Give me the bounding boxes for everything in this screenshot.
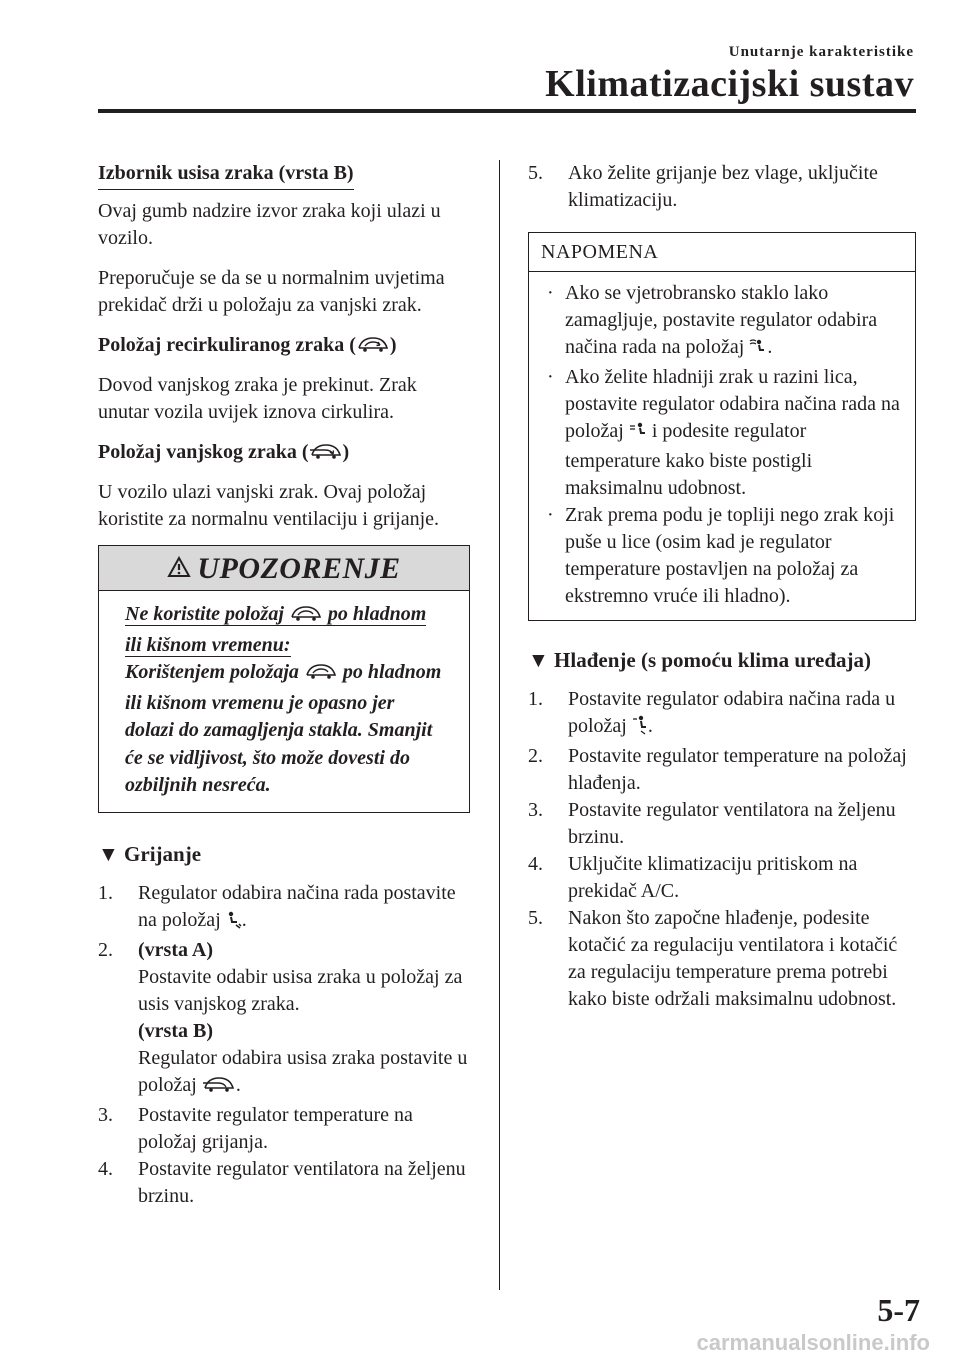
warning-box bbox=[98, 545, 470, 813]
heating-steps-continued bbox=[528, 160, 916, 214]
bilevel-vent-icon bbox=[632, 715, 648, 743]
watermark: carmanualsonline.info bbox=[696, 1330, 930, 1355]
recirculation-icon bbox=[289, 603, 323, 632]
list-item: 1. Postavite regulator odabira načina rada u položaj . bbox=[528, 686, 916, 743]
list-item: 1. Regulator odabira načina rada postavite na položaj . bbox=[98, 880, 470, 937]
column-divider bbox=[499, 160, 500, 1290]
section-title: Klimatizacijski sustav bbox=[545, 63, 914, 105]
chapter-title: Unutarnje karakteristike bbox=[728, 44, 914, 60]
cooling-heading: ▼ Hlađenje (s pomoću klima uređaja) bbox=[528, 648, 871, 672]
outside-air-icon bbox=[202, 1074, 236, 1102]
list-item: 3. Postavite regulator temperature na položaj grijanja. bbox=[98, 1103, 413, 1153]
recirculation-icon bbox=[304, 661, 338, 690]
triangle-marker-icon: ▼ bbox=[528, 648, 549, 672]
note-box bbox=[528, 232, 916, 621]
recirc-label: Položaj recirkuliranog zraka ( ) bbox=[98, 332, 470, 362]
paragraph: Ovaj gumb nadzire izvor zraka koji ulazi u vozilo. bbox=[98, 200, 441, 249]
paragraph: Preporučuje se da se u normalnim uvjetima prekidač drži u položaju za vanjski zrak. bbox=[98, 267, 445, 316]
foot-vent-icon bbox=[226, 910, 242, 937]
left-column bbox=[98, 160, 470, 1210]
page-number: 5-7 bbox=[877, 1292, 920, 1328]
warning-header: UPOZORENJE bbox=[99, 546, 469, 591]
warning-triangle-icon bbox=[167, 555, 191, 582]
list-item: · Zrak prema podu je topliji nego zrak koji puše u lice (osim kad je regulator temperature postavljen na položaj za ekstremno vruće ili hladno). bbox=[547, 504, 895, 607]
list-item: 2. Postavite regulator temperature na položaj hlađenja. bbox=[528, 745, 907, 794]
list-item: 2. (vrsta A) Postavite odabir usisa zraka u položaj za usis vanjskog zraka. (vrsta B) Regulator odabira usisa zraka postavite u položaj . bbox=[98, 937, 470, 1102]
foot-defrost-icon bbox=[749, 337, 767, 364]
heating-heading: ▼ Grijanje bbox=[98, 841, 202, 866]
header-rule bbox=[98, 109, 916, 113]
heating-steps bbox=[98, 880, 470, 1210]
list-item: 5. Ako želite grijanje bez vlage, uključite klimatizaciju. bbox=[528, 162, 878, 211]
warning-body: Ne koristite položaj po hladnom ili kišnom vremenu: Korištenjem položaja po hladnom ili kišnom vremenu je opasno jer dolazi do zamagljenja stakla. Smanjit će se vidljivost, što može dovesti do ozbiljnih nesreća. bbox=[125, 603, 442, 796]
recirculation-icon bbox=[356, 334, 390, 362]
face-vent-icon bbox=[629, 421, 647, 448]
list-item: · Ako se vjetrobransko staklo lako zamagljuje, postavite regulator odabira načina rada na položaj . bbox=[543, 280, 901, 364]
right-column bbox=[528, 160, 916, 1013]
list-item: 4. Postavite regulator ventilatora na željenu brzinu. bbox=[98, 1157, 466, 1207]
paragraph: U vozilo ulazi vanjski zrak. Ovaj položaj koristite za normalnu ventilaciju i grijanje. bbox=[98, 481, 440, 530]
list-item: 5. Nakon što započne hlađenje, podesite kotačić za regulaciju ventilatora i kotačić za regulaciju temperature prema potrebi kako biste održali maksimalnu udobnost. bbox=[528, 907, 898, 1010]
triangle-marker-icon: ▼ bbox=[98, 841, 119, 866]
outside-air-icon bbox=[309, 441, 343, 469]
page-header bbox=[0, 0, 960, 120]
list-item: 3. Postavite regulator ventilatora na željenu brzinu. bbox=[528, 799, 896, 848]
note-body bbox=[529, 272, 915, 620]
outside-label: Položaj vanjskog zraka ( ) bbox=[98, 439, 470, 469]
subsection-heading: Izbornik usisa zraka (vrsta B) bbox=[98, 160, 470, 190]
note-header: NAPOMENA bbox=[529, 233, 915, 272]
paragraph: Dovod vanjskog zraka je prekinut. Zrak unutar vozila uvijek iznova cirkulira. bbox=[98, 374, 417, 423]
list-item: 4. Uključite klimatizaciju pritiskom na prekidač A/C. bbox=[528, 853, 858, 902]
list-item: · Ako želite hladniji zrak u razini lica, postavite regulator odabira načina rada na položaj i podesite regulator temperature kako biste postigli maksimalnu udobnost. bbox=[547, 366, 900, 499]
cooling-steps bbox=[528, 686, 916, 1013]
